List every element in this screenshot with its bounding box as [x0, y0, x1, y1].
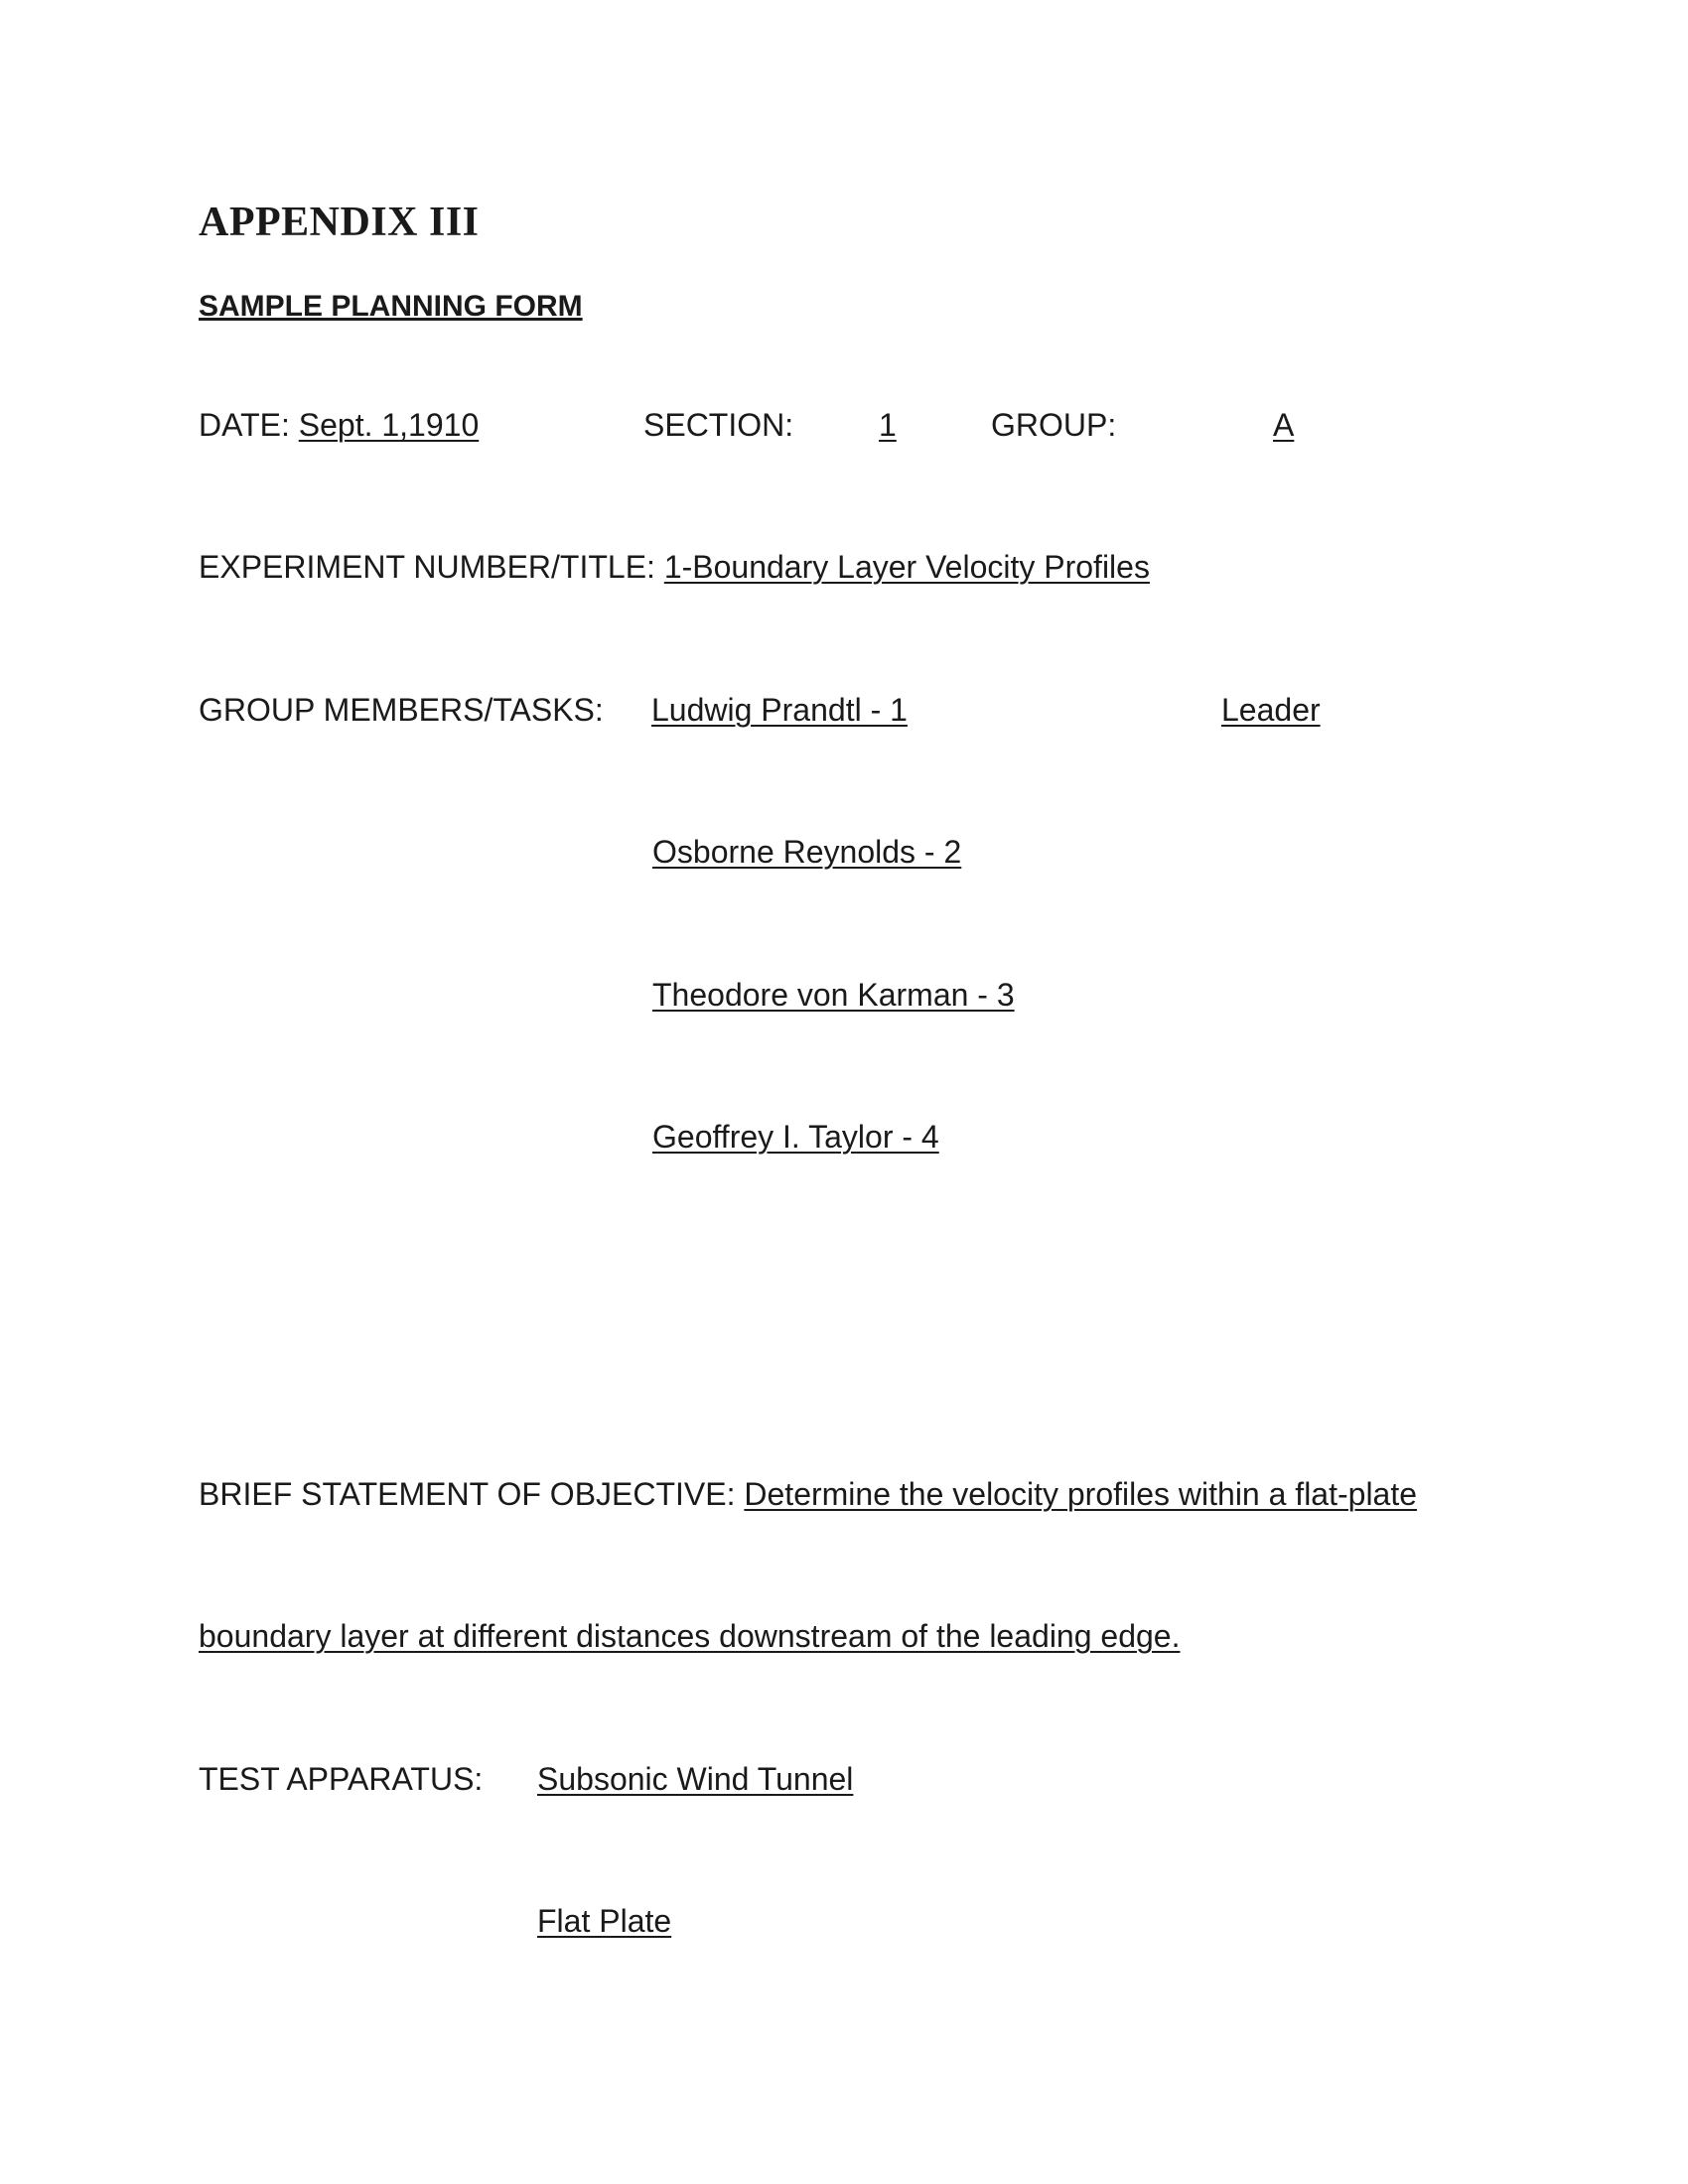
group-value: A — [1273, 407, 1295, 443]
date-label: DATE: — [199, 407, 290, 443]
group-label: GROUP: — [991, 407, 1117, 443]
apparatus-item: Subsonic Wind Tunnel — [537, 1761, 854, 1797]
objective-label: BRIEF STATEMENT OF OBJECTIVE: — [199, 1476, 736, 1512]
member-name: Ludwig Prandtl - 1 — [651, 692, 908, 728]
member-task: Leader — [1221, 692, 1321, 728]
objective-line-2: boundary layer at different distances downstream of the leading edge. — [199, 1618, 1181, 1654]
date-value: Sept. 1,1910 — [298, 407, 480, 443]
form-title: SAMPLE PLANNING FORM — [199, 290, 583, 323]
member-name: Osborne Reynolds - 2 — [652, 834, 962, 870]
objective-row — [199, 1476, 1417, 1513]
apparatus-item: Flat Plate — [537, 1903, 672, 1939]
experiment-label: EXPERIMENT NUMBER/TITLE: — [199, 549, 655, 585]
apparatus-label: TEST APPARATUS: — [199, 1761, 484, 1797]
members-label: GROUP MEMBERS/TASKS: — [199, 692, 604, 728]
experiment-row — [199, 549, 1150, 586]
date-row — [199, 407, 479, 444]
experiment-value: 1-Boundary Layer Velocity Profiles — [663, 549, 1150, 585]
appendix-title: APPENDIX III — [199, 200, 480, 245]
member-name: Geoffrey I. Taylor - 4 — [652, 1119, 939, 1155]
section-label: SECTION: — [643, 407, 794, 443]
objective-line-1: Determine the velocity profiles within a flat-plate — [744, 1476, 1418, 1512]
member-name: Theodore von Karman - 3 — [652, 977, 1015, 1013]
section-value: 1 — [879, 407, 897, 443]
